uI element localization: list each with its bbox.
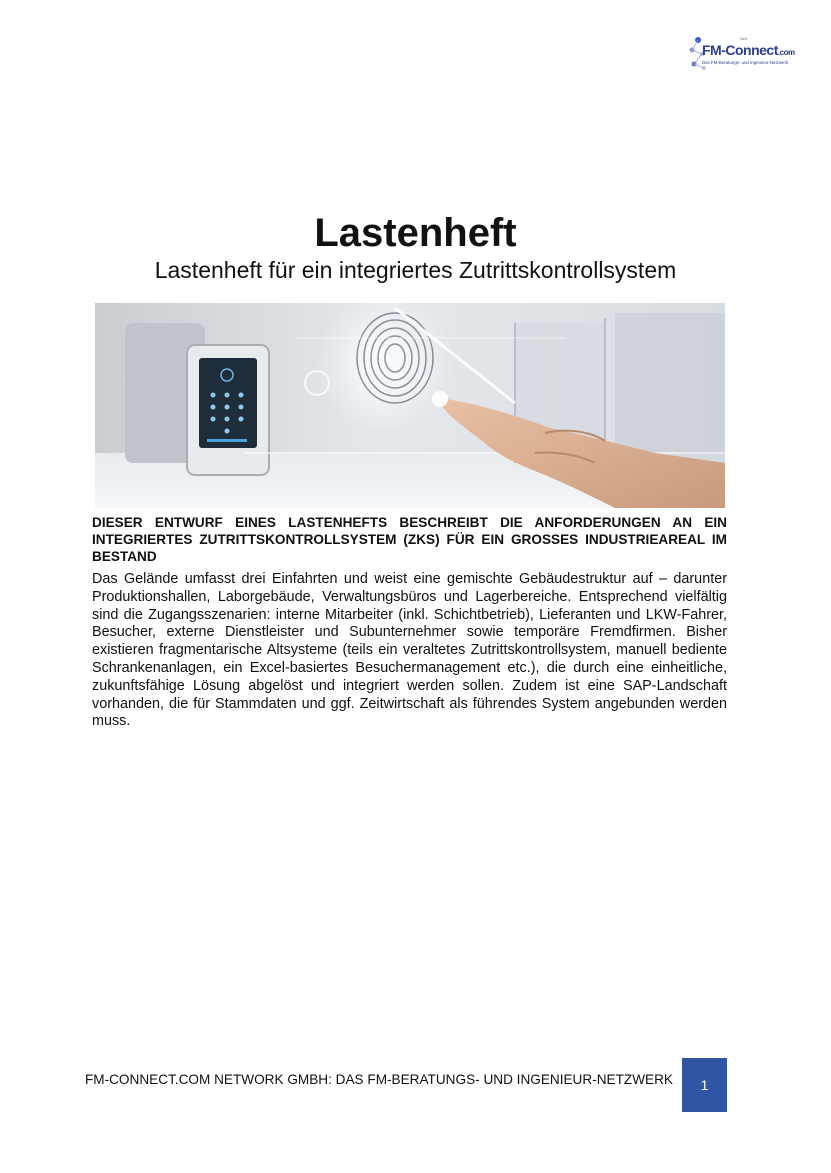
logo-small-text: Seit <box>740 36 747 41</box>
document-title: Lastenheft <box>314 211 517 255</box>
access-control-illustration <box>95 303 725 508</box>
logo-tagline: Das FM-Beratungs- und Ingenieur-Netzwerk <box>702 60 789 65</box>
lead-heading: DIESER ENTWURF EINES LASTENHEFTS BESCHREIBT DIE ANFORDERUNGEN AN EIN INTEGRIERTES ZUTRITTSKONTROLLSYSTEM (ZKS) FÜR EIN GROSSES INDUSTRIEAREAL IM BESTAND <box>92 515 727 564</box>
company-logo <box>686 28 795 78</box>
logo-suffix: .com <box>777 48 795 57</box>
logo-name <box>702 42 795 58</box>
body-paragraph: Das Gelände umfasst drei Einfahrten und weist eine gemischte Gebäudestruktur auf – darunter Produktionshallen, Laborgebäude, Verwaltungsbüros und Lagerbereiche. Entsprechend vielfältig sind die Zugangsszenarien: interne Mitarbeiter (inkl. Schichtbetrieb), Lieferanten und LKW-Fahrer, Besucher, externe Dienstleister und Subunternehmer sowie temporäre Fremdfirmen. Bisher existieren fragmentarische Altsysteme (teils ein veraltetes Zutrittskontrollsystem, manuell bediente Schrankenanlagen, ein Excel-basiertes Besuchermanagement etc.), die durch eine einheitliche, zukunftsfähige Lösung abgelöst und integriert werden sollen. Zudem ist eine SAP-Landschaft vorhanden, die für Stammdaten und ggf. Zeitwirtschaft als führendes System angebunden werden muss. <box>92 571 727 730</box>
document-subtitle: Lastenheft für ein integriertes Zutrittskontrollsystem <box>154 257 677 283</box>
footer-text: FM-CONNECT.COM NETWORK GMBH: DAS FM-BERATUNGS- UND INGENIEUR-NETZWERK <box>84 1072 673 1087</box>
logo-name-text: FM-Connect <box>702 42 778 58</box>
hero-image <box>95 303 725 508</box>
page-number: 1 <box>682 1058 727 1112</box>
